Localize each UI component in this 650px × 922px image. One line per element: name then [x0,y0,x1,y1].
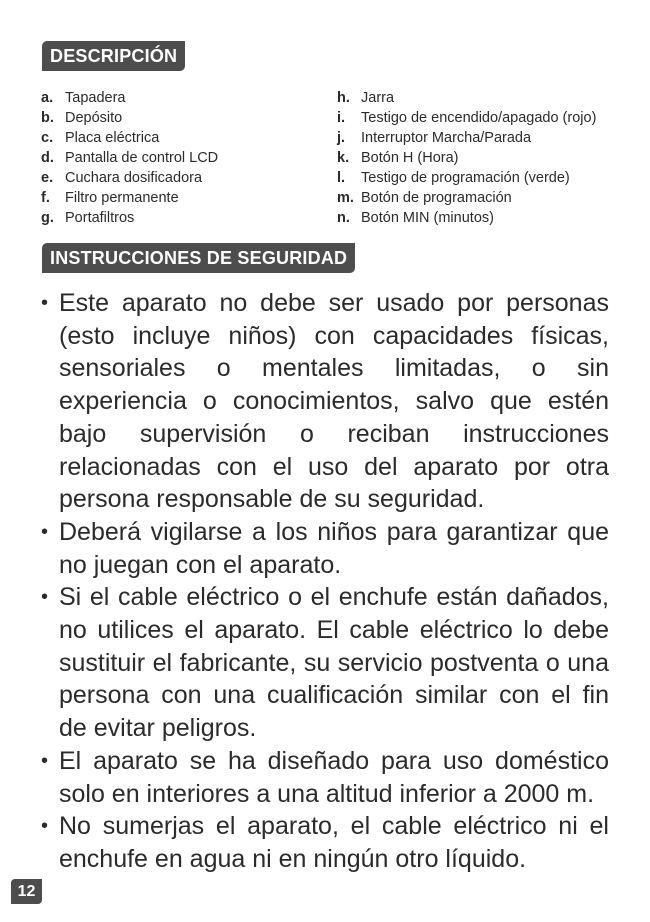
part-label: Botón de programación [361,190,512,206]
part-letter: e. [41,170,54,186]
part-letter: d. [41,150,54,166]
safety-item-text: Este aparato no debe ser usado por personas (esto incluye niños) con capacidades físicas, sensoriales o mentales limitadas, o sin experiencia o conocimientos, salvo que estén bajo supervisión o reciban instrucciones relacionadas con el uso del aparato por otra persona responsable de su seguridad. [59,289,609,514]
part-letter: c. [41,130,54,146]
bullet-icon: • [41,586,49,609]
part-letter: n. [337,210,350,226]
part-item [337,168,627,188]
bullet-icon: • [41,815,49,838]
description-heading: DESCRIPCIÓN [42,41,185,71]
bullet-icon: • [41,292,49,314]
safety-item-text: El aparato se ha diseñado para uso doméstico solo en interiores a una altitud inferior a 2000 m. [59,746,609,808]
safety-item-text: Deberá vigilarse a los niños para garantizar que no juegan con el aparato. [59,517,609,579]
part-item [41,148,331,168]
parts-list-left [41,88,331,228]
part-item [41,88,331,108]
safety-item-text: Si el cable eléctrico o el enchufe están dañados, no utilices el aparato. El cable eléctrico lo debe sustituir el fabricante, su servicio postventa o una persona con una cualificación similar con el fin de evitar peligros. [59,583,609,743]
part-label: Jarra [361,90,395,106]
part-letter: a. [41,90,54,106]
part-item [337,148,627,168]
part-letter: h. [337,90,350,106]
parts-list-right [337,88,627,228]
safety-item [41,745,609,810]
part-item [337,208,627,228]
part-letter: j. [337,130,346,146]
part-letter: b. [41,110,54,126]
part-letter: g. [41,210,54,226]
safety-item [41,516,609,581]
part-item [41,108,331,128]
safety-item [41,287,609,516]
part-item [337,128,627,148]
safety-item [41,810,609,875]
safety-item [41,581,609,745]
part-label: Interruptor Marcha/Parada [361,130,532,146]
part-label: Pantalla de control LCD [65,150,219,166]
part-label: Botón MIN (minutos) [361,210,494,226]
part-label: Testigo de encendido/apagado (rojo) [361,110,597,126]
part-label: Depósito [65,110,123,126]
safety-heading: INSTRUCCIONES DE SEGURIDAD [42,243,355,273]
part-item [337,188,627,208]
part-letter: k. [337,150,350,166]
part-label: Botón H (Hora) [361,150,459,166]
part-label: Testigo de programación (verde) [361,170,570,186]
part-label: Portafiltros [65,210,135,226]
part-letter: i. [337,110,346,126]
bullet-icon: • [41,749,49,772]
part-item [41,188,331,208]
page-number: 12 [11,879,42,904]
part-item [337,88,627,108]
bullet-icon: • [41,520,49,543]
part-item [41,208,331,228]
safety-list [41,287,609,876]
part-letter: m. [337,190,354,206]
part-item [41,128,331,148]
part-label: Cuchara dosificadora [65,170,203,186]
part-label: Filtro permanente [65,190,179,206]
part-label: Placa eléctrica [65,130,160,146]
part-letter: f. [41,190,50,206]
part-letter: l. [337,170,346,186]
part-item [41,168,331,188]
safety-item-text: No sumerjas el aparato, el cable eléctrico ni el enchufe en agua ni en ningún otro líquido. [59,812,609,873]
part-item [337,108,627,128]
part-label: Tapadera [65,90,126,106]
